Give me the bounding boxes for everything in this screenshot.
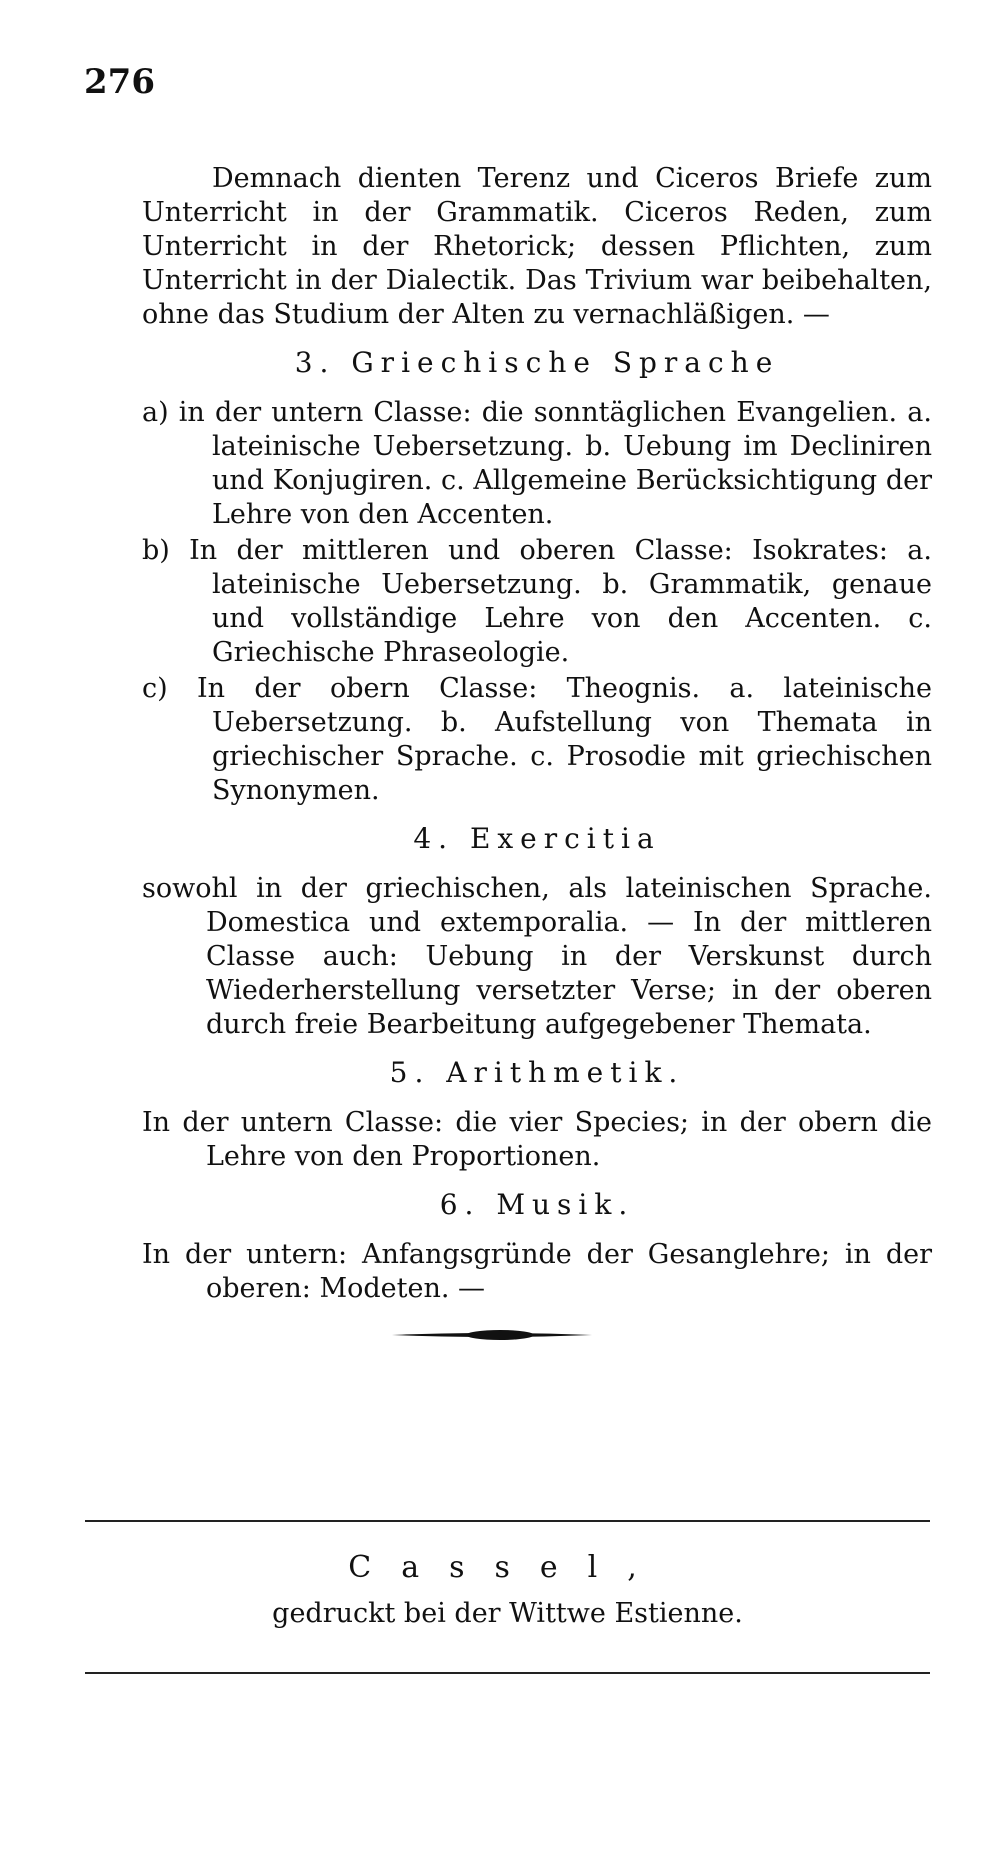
- greek-item-a: a) in der untern Classe: die sonntäglichen Evangelien. a. lateinische Uebersetzung. b. Uebung im Decliniren und Konjugiren. c. Allgemeine Berücksichtigung der Lehre von den Accenten.: [142, 397, 932, 530]
- section-heading-greek: 3. Griechische Sprache: [294, 346, 780, 379]
- imprint-rule-bottom: [85, 1672, 930, 1674]
- greek-item-c: c) In der obern Classe: Theognis. a. lateinische Uebersetzung. b. Aufstellung von Themata in griechischer Sprache. c. Prosodie mit griechischen Synonymen.: [142, 673, 932, 806]
- page-number: 276: [84, 62, 155, 102]
- greek-item-b: b) In der mittleren und oberen Classe: Isokrates: a. lateinische Uebersetzung. b. Grammatik, genaue und vollständige Lehre von den Accenten. c. Griechische Phraseologie.: [142, 535, 932, 668]
- page-body: [142, 162, 932, 1306]
- section-heading-arithmetik: 5. Arithmetik.: [389, 1056, 685, 1089]
- imprint-city: Cassel,: [348, 1550, 667, 1585]
- arithmetik-paragraph: In der untern Classe: die vier Species; in der obern die Lehre von den Proportionen.: [142, 1107, 932, 1172]
- section-heading-exercitia: 4. Exercitia: [413, 822, 661, 855]
- musik-paragraph: In der untern: Anfangsgründe der Gesanglehre; in der oberen: Modeten. —: [142, 1239, 932, 1304]
- imprint-printer: gedruckt bei der Wittwe Estienne.: [272, 1598, 743, 1629]
- exercitia-paragraph: sowohl in der griechischen, als lateinischen Sprache. Domestica und extemporalia. — In der mittleren Classe auch: Uebung in der Verskunst durch Wiederherstellung versetzter Verse; in der oberen durch freie Bearbeitung aufgegebener Themata.: [142, 873, 932, 1040]
- imprint-rule-top: [85, 1520, 930, 1522]
- intro-paragraph: Demnach dienten Terenz und Ciceros Briefe zum Unterricht in der Grammatik. Ciceros Reden, zum Unterricht in der Rhetorick; dessen Pflichten, zum Unterricht in der Dialectik. Das Trivium war beibehalten, ohne das Studium der Alten zu vernachläßigen. —: [142, 163, 932, 330]
- section-heading-musik: 6. Musik.: [439, 1188, 635, 1221]
- ornament-divider: [392, 1320, 592, 1350]
